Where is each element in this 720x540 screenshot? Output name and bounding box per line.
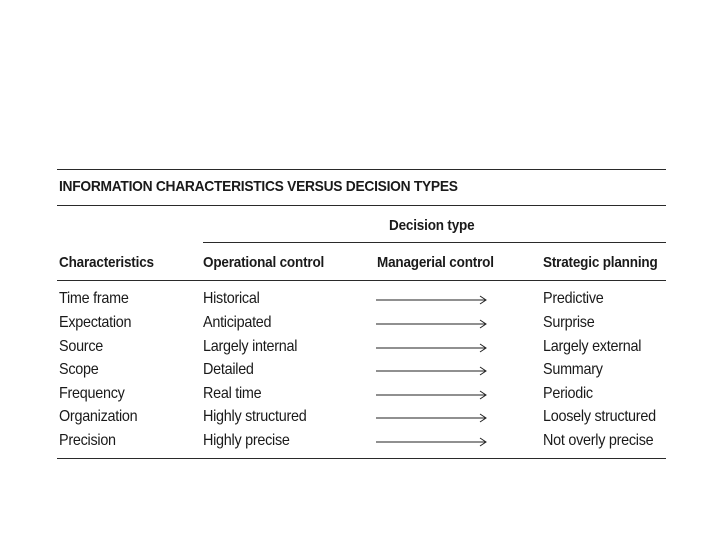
characteristic-cell: Frequency <box>59 385 125 402</box>
header-rule <box>57 280 666 281</box>
strategic-cell: Predictive <box>543 290 604 307</box>
title-rule <box>57 205 666 206</box>
strategic-cell: Largely external <box>543 338 642 355</box>
strategic-cell: Loosely structured <box>543 408 656 425</box>
right-arrow-icon <box>376 389 488 401</box>
characteristic-cell: Time frame <box>59 290 129 307</box>
column-header-managerial-control: Managerial control <box>377 254 494 271</box>
right-arrow-icon <box>376 342 488 354</box>
operational-cell: Highly structured <box>203 408 307 425</box>
strategic-cell: Surprise <box>543 314 595 331</box>
operational-cell: Detailed <box>203 361 254 378</box>
table-bottom-rule <box>57 458 666 459</box>
column-header-strategic-planning: Strategic planning <box>543 254 658 271</box>
table-top-rule <box>57 169 666 170</box>
right-arrow-icon <box>376 412 488 424</box>
right-arrow-icon <box>376 436 488 448</box>
operational-cell: Historical <box>203 290 260 307</box>
characteristic-cell: Scope <box>59 361 99 378</box>
column-header-characteristics: Characteristics <box>59 254 154 271</box>
decision-type-rule <box>203 242 666 243</box>
right-arrow-icon <box>376 294 488 306</box>
operational-cell: Real time <box>203 385 262 402</box>
table-title: INFORMATION CHARACTERISTICS VERSUS DECISION TYPES <box>59 178 458 195</box>
strategic-cell: Summary <box>543 361 603 378</box>
characteristic-cell: Organization <box>59 408 138 425</box>
decision-type-header: Decision type <box>389 217 475 234</box>
column-header-operational-control: Operational control <box>203 254 325 271</box>
operational-cell: Highly precise <box>203 432 290 449</box>
operational-cell: Anticipated <box>203 314 272 331</box>
right-arrow-icon <box>376 318 488 330</box>
strategic-cell: Periodic <box>543 385 593 402</box>
characteristic-cell: Expectation <box>59 314 132 331</box>
characteristic-cell: Source <box>59 338 104 355</box>
characteristic-cell: Precision <box>59 432 116 449</box>
operational-cell: Largely internal <box>203 338 298 355</box>
strategic-cell: Not overly precise <box>543 432 654 449</box>
right-arrow-icon <box>376 365 488 377</box>
